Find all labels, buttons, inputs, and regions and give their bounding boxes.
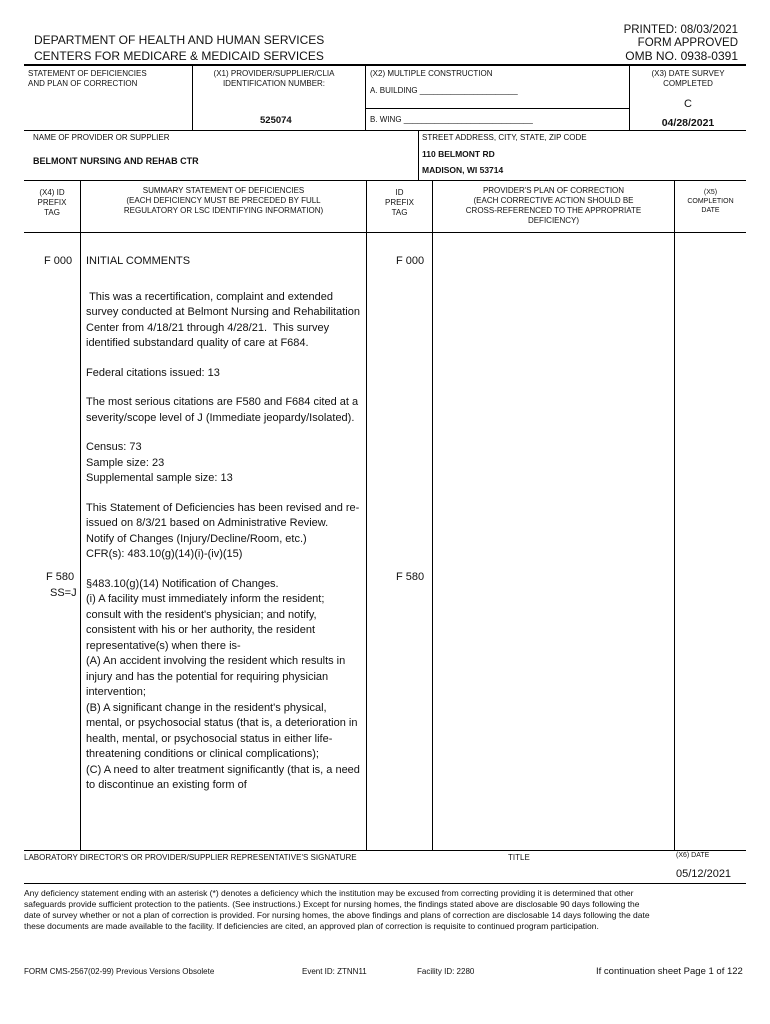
initial-comments: INITIAL COMMENTS: [86, 255, 191, 267]
supplemental-size: Supplemental sample size: 13: [86, 472, 233, 484]
sample-size: Sample size: 23: [86, 456, 165, 469]
x2-left-rule: [365, 64, 366, 130]
survey-date: 04/28/2021: [661, 117, 715, 129]
form-number: FORM CMS-2567(02-99) Previous Versions Obsolete: [24, 967, 215, 976]
reg-title: §483.10(g)(14) Notification of Changes.: [86, 577, 279, 590]
form-approved: FORM APPROVED: [637, 37, 738, 49]
reg-i: (i) A facility must immediately inform the resident; consult with the resident's physician; and notify, consistent with his or her authority, the resident representative(s) when there is-: [86, 593, 325, 652]
col-id-rule: [432, 180, 433, 850]
id-header: [367, 188, 432, 218]
id-header-line3: TAG: [391, 208, 408, 217]
x3-letter: C: [684, 98, 692, 110]
id-header-line2: PREFIX: [385, 198, 414, 207]
plan-header: [433, 186, 674, 226]
plan-header-line4: DEFICIENCY): [527, 216, 580, 225]
top-rule: [24, 64, 746, 66]
address-line2: MADISON, WI 53714: [422, 165, 504, 175]
colheads-bottom-rule: [24, 232, 746, 233]
date-label: (X6) DATE: [676, 852, 710, 859]
disclaimer: Any deficiency statement ending with an asterisk (*) denotes a deficiency which the institution may be excused from correcting providing it is determined that other safeguards provide sufficient protection to the patients. (See instructions.) Except for nursing homes, the findings stated above are disclosable 90 days following the date of survey whether or not a plan of correction is provided. For nursing homes, the above findings and plans of correction are disclosable 14 days following the date these documents are made available to the facility. If deficiencies are cited, an approved plan of correction is requisite to continued program participation.: [24, 888, 650, 931]
x5-header-line3: DATE: [701, 207, 720, 214]
tag-f580-right: F 580: [396, 571, 425, 583]
provider-number: 525074: [260, 115, 292, 126]
tag-f000-left: F 000: [44, 255, 73, 267]
x1-label: [194, 69, 354, 89]
x1-label-line2: IDENTIFICATION NUMBER:: [222, 79, 326, 88]
reg-c: (C) A need to alter treatment significantly (that is, a need to discontinue an existing form of: [86, 763, 360, 791]
x4-header-line1: (X4) ID: [39, 188, 65, 197]
plan-header-line1: PROVIDER'S PLAN OF CORRECTION: [482, 186, 625, 195]
x1-label-line1: (X1) PROVIDER/SUPPLIER/CLIA: [213, 69, 335, 78]
provider-label: NAME OF PROVIDER OR SUPPLIER: [33, 133, 170, 142]
row2-bottom-rule: [24, 180, 746, 181]
col-summary-rule: [366, 180, 367, 850]
title-label: TITLE: [508, 853, 530, 862]
x4-header-line2: PREFIX: [37, 198, 67, 207]
summary-header: [81, 186, 366, 216]
x3-label-line2: COMPLETED: [663, 79, 713, 88]
page-indicator: If continuation sheet Page 1 of 122: [596, 966, 743, 977]
address-label: STREET ADDRESS, CITY, STATE, ZIP CODE: [422, 133, 587, 142]
department-name: DEPARTMENT OF HEALTH AND HUMAN SERVICES: [34, 33, 325, 47]
printed-date: PRINTED: 08/03/2021: [623, 24, 738, 36]
address-left-rule: [418, 130, 419, 180]
summary-header-line1: SUMMARY STATEMENT OF DEFICIENCIES: [142, 186, 305, 195]
paragraph-citations: Federal citations issued: 13: [86, 366, 220, 379]
tag-f000-right: F 000: [396, 255, 425, 267]
summary-body: [86, 254, 362, 794]
census-block: [86, 440, 362, 487]
event-id: Event ID: ZTNN11: [302, 967, 367, 976]
signature-label: LABORATORY DIRECTOR'S OR PROVIDER/SUPPLIER REPRESENTATIVE'S SIGNATURE: [24, 853, 357, 862]
summary-header-line3: REGULATORY OR LSC IDENTIFYING INFORMATION): [123, 206, 324, 215]
statement-label-line1: STATEMENT OF DEFICIENCIES: [28, 69, 147, 78]
id-header-line1: ID: [395, 188, 404, 197]
x2-mid-rule: [365, 108, 629, 109]
agency-header: [34, 32, 324, 64]
facility-id: Facility ID: 2280: [417, 967, 475, 976]
centers-name: CENTERS FOR MEDICARE & MEDICAID SERVICES: [34, 49, 324, 63]
provider-name: BELMONT NURSING AND REHAB CTR: [33, 156, 199, 166]
plan-header-line2: (EACH CORRECTIVE ACTION SHOULD BE: [473, 196, 634, 205]
paragraph-survey: This was a recertification, complaint and extended survey conducted at Belmont Nursing and Rehabilitation Center from 4/18/21 through 4/28/21. This survey identified substandard quality of care at F684.: [86, 290, 363, 349]
x4-header-line3: TAG: [44, 208, 60, 217]
statement-label: [28, 69, 147, 89]
form-info: [624, 24, 738, 63]
summary-header-line2: (EACH DEFICIENCY MUST BE PRECEDED BY FULL: [126, 196, 321, 205]
omb-number: OMB NO. 0938-0391: [625, 49, 738, 63]
x4-header: [24, 188, 80, 218]
row1-bottom-rule: [24, 130, 746, 131]
signature-top-rule: [24, 850, 746, 851]
x5-header-line2: COMPLETION: [687, 198, 734, 205]
notify-title: Notify of Changes (Injury/Decline/Room, etc.): [86, 532, 307, 545]
x2-building: A. BUILDING ______________________: [370, 86, 518, 95]
x3-label-line1: (X3) DATE SURVEY: [651, 69, 725, 78]
paragraph-revised: This Statement of Deficiencies has been revised and re-issued on 8/3/21 based on Administrative Review.: [86, 501, 360, 529]
census: Census: 73: [86, 441, 142, 453]
x3-label: [630, 69, 746, 89]
x2-label: (X2) MULTIPLE CONSTRUCTION: [370, 69, 493, 78]
x5-header-line1: (X5): [703, 189, 718, 196]
col-x4-rule: [80, 180, 81, 850]
paragraph-most-serious: The most serious citations are F580 and F684 cited at a severity/scope level of J (Immediate jeopardy/Isolated).: [86, 396, 359, 424]
cfr-reference: CFR(s): 483.10(g)(14)(i)-(iv)(15): [86, 548, 243, 560]
signature-bottom-rule: [24, 883, 746, 884]
signature-date: 05/12/2021: [676, 868, 732, 880]
reg-b: (B) A significant change in the resident's physical, mental, or psychosocial status (that is, a deterioration in health, mental, or psychosocial status in either life-threatening conditions or clinical complications);: [86, 701, 358, 760]
x5-header: [675, 188, 746, 215]
address-line1: 110 BELMONT RD: [422, 149, 495, 159]
severity-scope: SS=J: [50, 587, 77, 599]
plan-header-line3: CROSS-REFERENCED TO THE APPROPRIATE: [465, 206, 642, 215]
x1-left-rule: [192, 64, 193, 130]
x2-wing: B. WING _____________________________: [370, 115, 533, 124]
statement-label-line2: AND PLAN OF CORRECTION: [28, 79, 138, 88]
reg-a: (A) An accident involving the resident which results in injury and has the potential for requiring physician intervention;: [86, 655, 346, 698]
col-plan-rule: [674, 180, 675, 850]
tag-f580-left: F 580: [46, 571, 75, 583]
